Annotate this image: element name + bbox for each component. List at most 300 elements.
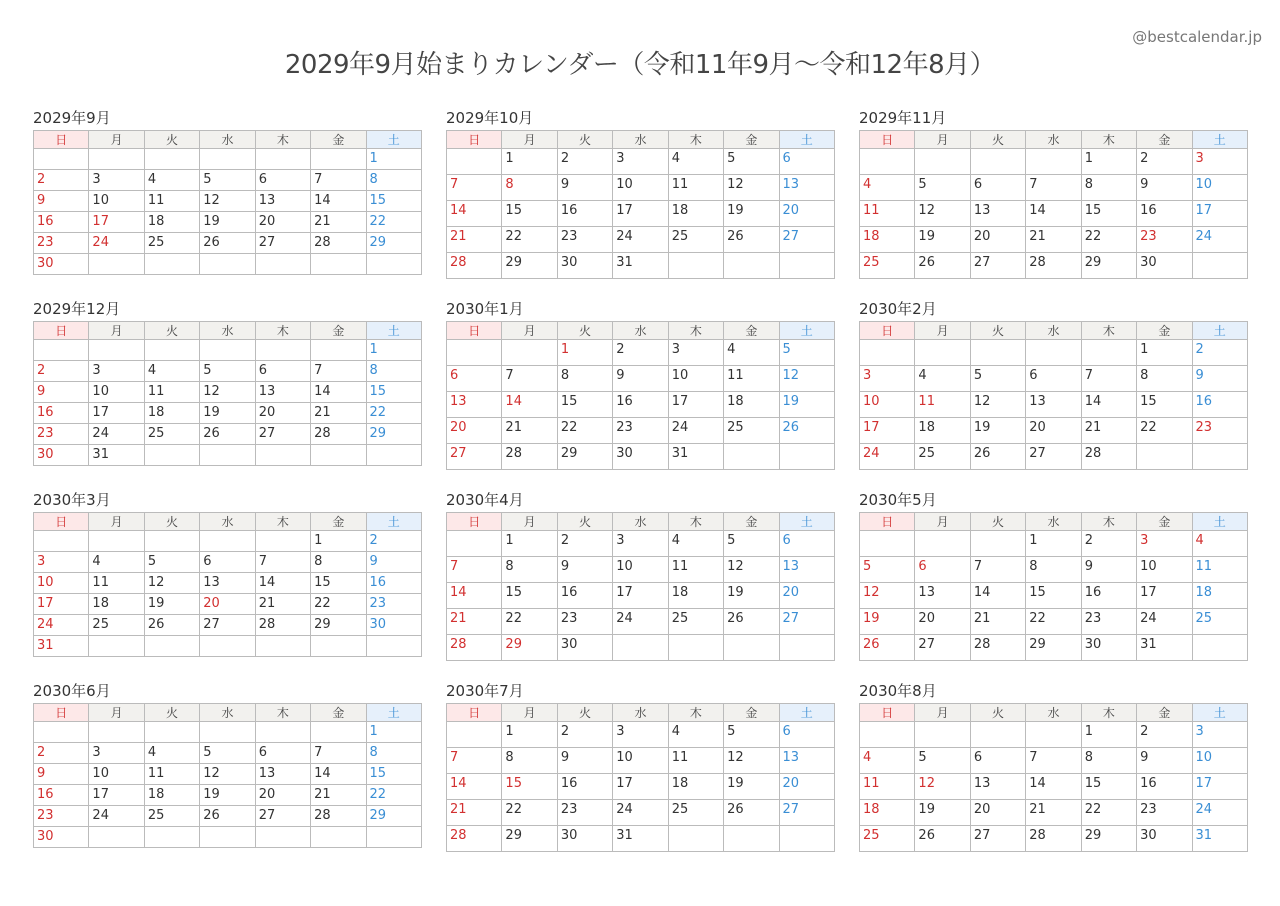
day-cell: 6 [779, 531, 834, 557]
month-table [859, 703, 1248, 852]
empty-day-cell [311, 340, 366, 361]
day-cell: 25 [860, 826, 915, 852]
day-cell: 5 [860, 557, 915, 583]
day-cell: 1 [1137, 340, 1192, 366]
day-cell: 11 [860, 201, 915, 227]
day-cell: 30 [557, 253, 612, 279]
day-cell: 12 [200, 382, 255, 403]
week-row [34, 403, 422, 424]
empty-day-cell [144, 531, 199, 552]
day-cell: 30 [34, 827, 89, 848]
day-cell: 8 [502, 175, 557, 201]
day-cell: 17 [860, 418, 915, 444]
day-cell: 5 [200, 170, 255, 191]
weekday-header-row [447, 322, 835, 340]
day-cell: 11 [915, 392, 970, 418]
empty-day-cell [311, 254, 366, 275]
week-row [34, 636, 422, 657]
empty-day-cell [724, 635, 779, 661]
day-cell: 18 [89, 594, 144, 615]
empty-day-cell [200, 722, 255, 743]
day-cell: 2 [1137, 149, 1192, 175]
day-cell: 4 [724, 340, 779, 366]
day-cell: 25 [144, 424, 199, 445]
day-cell: 10 [34, 573, 89, 594]
empty-day-cell [311, 149, 366, 170]
day-cell: 18 [144, 212, 199, 233]
day-cell: 17 [1137, 583, 1192, 609]
day-cell: 13 [200, 573, 255, 594]
day-cell: 22 [1081, 227, 1136, 253]
day-cell: 23 [557, 227, 612, 253]
week-row [447, 800, 835, 826]
day-cell: 28 [502, 444, 557, 470]
day-cell: 28 [1081, 444, 1136, 470]
day-cell: 28 [970, 635, 1025, 661]
day-cell: 29 [366, 233, 421, 254]
day-cell: 12 [915, 774, 970, 800]
month-table [33, 321, 422, 466]
week-row [447, 609, 835, 635]
week-row [34, 743, 422, 764]
day-cell: 15 [366, 382, 421, 403]
day-cell: 25 [144, 233, 199, 254]
day-cell: 19 [915, 800, 970, 826]
day-cell: 8 [366, 743, 421, 764]
weekday-header: 金 [724, 131, 779, 149]
weekday-header: 火 [557, 513, 612, 531]
weekday-header-row [34, 131, 422, 149]
day-cell: 12 [200, 764, 255, 785]
empty-day-cell [915, 722, 970, 748]
empty-day-cell [34, 531, 89, 552]
empty-day-cell [366, 636, 421, 657]
day-cell: 26 [970, 444, 1025, 470]
day-cell: 22 [366, 785, 421, 806]
site-credit[interactable]: @bestcalendar.jp [1132, 28, 1262, 46]
day-cell: 23 [557, 609, 612, 635]
week-row [34, 424, 422, 445]
weekday-header-row [860, 513, 1248, 531]
day-cell: 26 [724, 609, 779, 635]
day-cell: 21 [447, 227, 502, 253]
day-cell: 2 [613, 340, 668, 366]
day-cell: 11 [144, 764, 199, 785]
day-cell: 22 [502, 227, 557, 253]
day-cell: 15 [502, 583, 557, 609]
day-cell: 2 [366, 531, 421, 552]
empty-day-cell [779, 635, 834, 661]
day-cell: 29 [366, 424, 421, 445]
day-cell: 13 [779, 748, 834, 774]
day-cell: 5 [915, 748, 970, 774]
day-cell: 9 [557, 175, 612, 201]
weekday-header: 月 [915, 322, 970, 340]
weekday-header: 火 [144, 322, 199, 340]
week-row [860, 609, 1248, 635]
day-cell: 18 [860, 227, 915, 253]
empty-day-cell [860, 149, 915, 175]
day-cell: 18 [915, 418, 970, 444]
day-cell: 15 [502, 774, 557, 800]
day-cell: 9 [1192, 366, 1247, 392]
weekday-header: 水 [200, 131, 255, 149]
month-table [446, 512, 835, 661]
day-cell: 6 [447, 366, 502, 392]
day-cell: 9 [34, 382, 89, 403]
empty-day-cell [860, 531, 915, 557]
day-cell: 4 [668, 722, 723, 748]
day-cell: 4 [144, 361, 199, 382]
empty-day-cell [200, 445, 255, 466]
day-cell: 5 [200, 743, 255, 764]
day-cell: 27 [255, 424, 310, 445]
month-title: 2030年1月 [446, 300, 524, 318]
weekday-header: 火 [557, 704, 612, 722]
day-cell: 15 [1081, 774, 1136, 800]
empty-day-cell [366, 827, 421, 848]
day-cell: 6 [779, 722, 834, 748]
empty-day-cell [200, 636, 255, 657]
day-cell: 6 [779, 149, 834, 175]
day-cell: 3 [1192, 722, 1247, 748]
day-cell: 27 [447, 444, 502, 470]
weekday-header: 土 [779, 322, 834, 340]
day-cell: 3 [89, 743, 144, 764]
day-cell: 22 [311, 594, 366, 615]
day-cell: 25 [915, 444, 970, 470]
week-row [447, 175, 835, 201]
day-cell: 13 [970, 201, 1025, 227]
day-cell: 8 [502, 557, 557, 583]
weekday-header: 水 [200, 322, 255, 340]
day-cell: 31 [668, 444, 723, 470]
empty-day-cell [613, 635, 668, 661]
day-cell: 24 [1192, 227, 1247, 253]
day-cell: 10 [613, 175, 668, 201]
weekday-header: 木 [255, 513, 310, 531]
weekday-header: 木 [668, 322, 723, 340]
day-cell: 19 [200, 785, 255, 806]
day-cell: 31 [1137, 635, 1192, 661]
day-cell: 20 [255, 785, 310, 806]
day-cell: 2 [1081, 531, 1136, 557]
week-row [447, 418, 835, 444]
day-cell: 17 [34, 594, 89, 615]
day-cell: 2 [34, 170, 89, 191]
day-cell: 14 [447, 201, 502, 227]
day-cell: 4 [668, 531, 723, 557]
weekday-header: 金 [1137, 704, 1192, 722]
day-cell: 24 [1192, 800, 1247, 826]
day-cell: 14 [1026, 201, 1081, 227]
day-cell: 1 [502, 722, 557, 748]
day-cell: 1 [1081, 722, 1136, 748]
day-cell: 25 [668, 609, 723, 635]
weekday-header: 火 [970, 131, 1025, 149]
weekday-header: 木 [1081, 322, 1136, 340]
day-cell: 29 [1026, 635, 1081, 661]
day-cell: 17 [613, 774, 668, 800]
empty-day-cell [144, 636, 199, 657]
day-cell: 1 [311, 531, 366, 552]
day-cell: 15 [1081, 201, 1136, 227]
week-row [860, 800, 1248, 826]
day-cell: 4 [144, 743, 199, 764]
day-cell: 18 [144, 403, 199, 424]
week-row [447, 366, 835, 392]
day-cell: 21 [1026, 227, 1081, 253]
day-cell: 17 [668, 392, 723, 418]
day-cell: 8 [366, 361, 421, 382]
week-row [34, 361, 422, 382]
day-cell: 3 [89, 170, 144, 191]
day-cell: 31 [613, 826, 668, 852]
weekday-header-row [860, 322, 1248, 340]
week-row [34, 764, 422, 785]
day-cell: 6 [915, 557, 970, 583]
day-cell: 12 [860, 583, 915, 609]
day-cell: 12 [779, 366, 834, 392]
day-cell: 4 [1192, 531, 1247, 557]
day-cell: 10 [89, 191, 144, 212]
weekday-header-row [447, 704, 835, 722]
day-cell: 6 [970, 748, 1025, 774]
week-row [447, 340, 835, 366]
day-cell: 7 [1081, 366, 1136, 392]
day-cell: 13 [255, 382, 310, 403]
empty-day-cell [144, 149, 199, 170]
day-cell: 19 [860, 609, 915, 635]
day-cell: 10 [89, 764, 144, 785]
week-row [34, 254, 422, 275]
weekday-header: 土 [366, 513, 421, 531]
week-row [447, 635, 835, 661]
day-cell: 26 [779, 418, 834, 444]
day-cell: 25 [860, 253, 915, 279]
weekday-header: 月 [89, 513, 144, 531]
weekday-header: 水 [1026, 322, 1081, 340]
day-cell: 3 [860, 366, 915, 392]
day-cell: 23 [613, 418, 668, 444]
week-row [860, 748, 1248, 774]
day-cell: 3 [1192, 149, 1247, 175]
empty-day-cell [200, 340, 255, 361]
day-cell: 10 [1192, 748, 1247, 774]
day-cell: 6 [200, 552, 255, 573]
day-cell: 7 [970, 557, 1025, 583]
day-cell: 23 [557, 800, 612, 826]
weekday-header: 日 [34, 513, 89, 531]
weekday-header: 月 [915, 704, 970, 722]
empty-day-cell [668, 253, 723, 279]
empty-day-cell [447, 531, 502, 557]
day-cell: 3 [613, 722, 668, 748]
weekday-header: 木 [255, 131, 310, 149]
week-row [447, 392, 835, 418]
day-cell: 23 [1137, 800, 1192, 826]
weekday-header: 月 [89, 131, 144, 149]
day-cell: 5 [915, 175, 970, 201]
empty-day-cell [724, 253, 779, 279]
day-cell: 22 [366, 403, 421, 424]
day-cell: 27 [970, 826, 1025, 852]
day-cell: 6 [970, 175, 1025, 201]
day-cell: 30 [1137, 826, 1192, 852]
day-cell: 14 [1081, 392, 1136, 418]
weekday-header: 火 [970, 322, 1025, 340]
day-cell: 5 [724, 149, 779, 175]
day-cell: 25 [668, 227, 723, 253]
day-cell: 16 [1081, 583, 1136, 609]
day-cell: 19 [915, 227, 970, 253]
day-cell: 22 [502, 609, 557, 635]
day-cell: 24 [613, 800, 668, 826]
month-calendar [859, 680, 1248, 871]
day-cell: 11 [724, 366, 779, 392]
day-cell: 14 [311, 764, 366, 785]
week-row [447, 748, 835, 774]
day-cell: 29 [366, 806, 421, 827]
day-cell: 9 [613, 366, 668, 392]
empty-day-cell [366, 254, 421, 275]
day-cell: 3 [668, 340, 723, 366]
empty-day-cell [1192, 253, 1247, 279]
day-cell: 20 [447, 418, 502, 444]
day-cell: 15 [311, 573, 366, 594]
empty-day-cell [89, 340, 144, 361]
month-title: 2030年3月 [33, 491, 111, 509]
weekday-header-row [447, 513, 835, 531]
empty-day-cell [915, 531, 970, 557]
day-cell: 4 [89, 552, 144, 573]
day-cell: 11 [1192, 557, 1247, 583]
weekday-header: 金 [311, 513, 366, 531]
day-cell: 6 [255, 361, 310, 382]
week-row [860, 774, 1248, 800]
empty-day-cell [860, 340, 915, 366]
weekday-header: 日 [34, 322, 89, 340]
empty-day-cell [255, 340, 310, 361]
day-cell: 3 [613, 149, 668, 175]
weekday-header: 月 [915, 131, 970, 149]
month-title: 2030年5月 [859, 491, 937, 509]
day-cell: 29 [502, 826, 557, 852]
day-cell: 10 [613, 748, 668, 774]
day-cell: 14 [447, 774, 502, 800]
day-cell: 21 [447, 800, 502, 826]
weekday-header: 土 [1192, 704, 1247, 722]
empty-day-cell [1081, 340, 1136, 366]
day-cell: 11 [668, 557, 723, 583]
day-cell: 23 [34, 806, 89, 827]
week-row [34, 531, 422, 552]
day-cell: 16 [34, 403, 89, 424]
day-cell: 10 [613, 557, 668, 583]
day-cell: 19 [779, 392, 834, 418]
day-cell: 8 [311, 552, 366, 573]
day-cell: 29 [502, 253, 557, 279]
day-cell: 1 [502, 149, 557, 175]
weekday-header: 木 [1081, 513, 1136, 531]
empty-day-cell [144, 340, 199, 361]
month-calendar [33, 489, 422, 680]
weekday-header: 日 [34, 704, 89, 722]
day-cell: 11 [668, 748, 723, 774]
week-row [447, 557, 835, 583]
day-cell: 27 [255, 233, 310, 254]
day-cell: 24 [613, 227, 668, 253]
day-cell: 5 [779, 340, 834, 366]
day-cell: 7 [1026, 748, 1081, 774]
day-cell: 27 [779, 800, 834, 826]
day-cell: 18 [860, 800, 915, 826]
weekday-header: 火 [970, 513, 1025, 531]
day-cell: 13 [447, 392, 502, 418]
day-cell: 20 [915, 609, 970, 635]
day-cell: 10 [668, 366, 723, 392]
day-cell: 20 [970, 800, 1025, 826]
weekday-header: 土 [1192, 322, 1247, 340]
weekday-header: 土 [366, 322, 421, 340]
day-cell: 12 [724, 175, 779, 201]
week-row [860, 201, 1248, 227]
empty-day-cell [89, 149, 144, 170]
day-cell: 31 [1192, 826, 1247, 852]
week-row [34, 233, 422, 254]
weekday-header: 木 [1081, 131, 1136, 149]
weekday-header: 金 [724, 513, 779, 531]
month-title: 2029年11月 [859, 109, 947, 127]
day-cell: 26 [200, 424, 255, 445]
day-cell: 23 [366, 594, 421, 615]
day-cell: 16 [557, 201, 612, 227]
week-row [860, 583, 1248, 609]
day-cell: 9 [557, 748, 612, 774]
month-table [33, 703, 422, 848]
week-row [860, 366, 1248, 392]
day-cell: 4 [668, 149, 723, 175]
day-cell: 13 [970, 774, 1025, 800]
week-row [447, 826, 835, 852]
weekday-header: 水 [200, 704, 255, 722]
day-cell: 8 [1081, 748, 1136, 774]
day-cell: 14 [1026, 774, 1081, 800]
empty-day-cell [970, 531, 1025, 557]
week-row [34, 149, 422, 170]
empty-day-cell [668, 826, 723, 852]
day-cell: 28 [311, 233, 366, 254]
weekday-header: 金 [1137, 513, 1192, 531]
day-cell: 13 [1026, 392, 1081, 418]
day-cell: 7 [502, 366, 557, 392]
weekday-header: 金 [311, 704, 366, 722]
weekday-header: 金 [724, 322, 779, 340]
weekday-header: 水 [1026, 704, 1081, 722]
month-table [859, 512, 1248, 661]
day-cell: 26 [144, 615, 199, 636]
weekday-header-row [860, 131, 1248, 149]
day-cell: 30 [1137, 253, 1192, 279]
empty-day-cell [144, 722, 199, 743]
day-cell: 22 [557, 418, 612, 444]
day-cell: 22 [1081, 800, 1136, 826]
day-cell: 16 [557, 774, 612, 800]
week-row [860, 826, 1248, 852]
day-cell: 7 [447, 557, 502, 583]
month-table [859, 130, 1248, 279]
day-cell: 30 [557, 635, 612, 661]
